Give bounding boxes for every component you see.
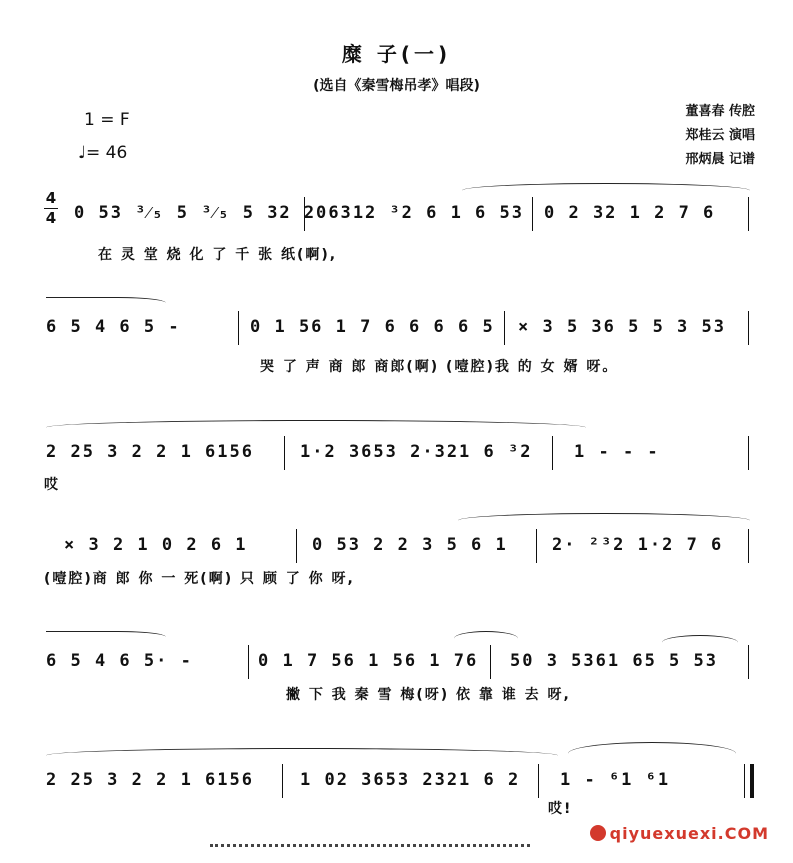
staff-row-4 (42, 529, 750, 563)
site-watermark (590, 824, 769, 843)
song-title: 糜 子(一) (341, 42, 452, 66)
key-signature: 1 = F (84, 110, 130, 130)
measure: × 3 5 36 5 5 3 53 (518, 317, 726, 337)
tempo-value: = 46 (86, 143, 128, 163)
lyrics-line-6: 哎! (548, 801, 573, 817)
measure: 1 - ⁶1 ⁶1 (560, 770, 671, 790)
time-signature-top: 4 (45, 189, 57, 207)
measure: 0 2 32 1 2 7 6 (544, 203, 716, 223)
lyrics-line-4: (噎腔)商 郎 你 一 死(啊) 只 顾 了 你 呀, (44, 571, 355, 587)
staff-row-6 (42, 764, 750, 798)
measure: 2 25 3 2 2 1 6156 (46, 770, 254, 790)
lyrics-line-5: 撇 下 我 秦 雪 梅(呀) 依 靠 谁 去 呀, (286, 687, 571, 703)
credit-line-1: 董喜春 传腔 (685, 104, 755, 119)
measure: 2· ²³2 1·2 7 6 (552, 535, 724, 555)
lyrics-line-2: 哭 了 声 商 郎 商郎(啊) (噎腔)我 的 女 婿 呀。 (260, 359, 619, 375)
lyrics-line-3: 哎 (44, 477, 60, 493)
tempo-marking (78, 143, 127, 163)
measure: 1 - - - (574, 442, 660, 462)
measure: 50 3 5361 65 5 53 (510, 651, 718, 671)
measure: 0 3 2 ³2 6 1 6 53 (316, 203, 524, 223)
footer-dotted-line (210, 844, 530, 847)
measure: × 3 2 1 0 2 6 1 (64, 535, 248, 555)
measure: 2 25 3 2 2 1 6156 (46, 442, 254, 462)
measure: 0 53 2 2 3 5 6 1 (312, 535, 508, 555)
measure: 6 5 4 6 5 - (46, 317, 181, 337)
staff-row-3 (42, 436, 750, 470)
measure: 1 02 3653 2321 6 2 (300, 770, 521, 790)
staff-row-2 (42, 311, 750, 345)
measure: 6 5 4 6 5· - (46, 651, 193, 671)
lyrics-line-1: 在 灵 堂 烧 化 了 千 张 纸(啊), (98, 247, 338, 263)
watermark-text: qiyuexuexi.COM (609, 824, 769, 843)
time-signature-bottom: 4 (45, 209, 57, 227)
measure: 0 1 7 56 1 56 1 76 (258, 651, 479, 671)
measure: 1·2 3653 2·321 6 ³2 (300, 442, 533, 462)
measure: 0 53 ³⁄₅ 5 ³⁄₅ 5 32 2 6 1 (74, 203, 366, 223)
credit-line-3: 邢炳晨 记谱 (685, 152, 755, 167)
staff-row-5 (42, 645, 750, 679)
measure: 0 1 56 1 7 6 6 6 6 5 (250, 317, 495, 337)
staff-row-1 (42, 197, 750, 231)
site-logo-icon (590, 825, 606, 841)
credit-line-2: 郑桂云 演唱 (685, 128, 755, 143)
song-subtitle: (选自《秦雪梅吊孝》唱段) (313, 78, 480, 94)
quarter-note-icon: ♩ (78, 143, 87, 163)
